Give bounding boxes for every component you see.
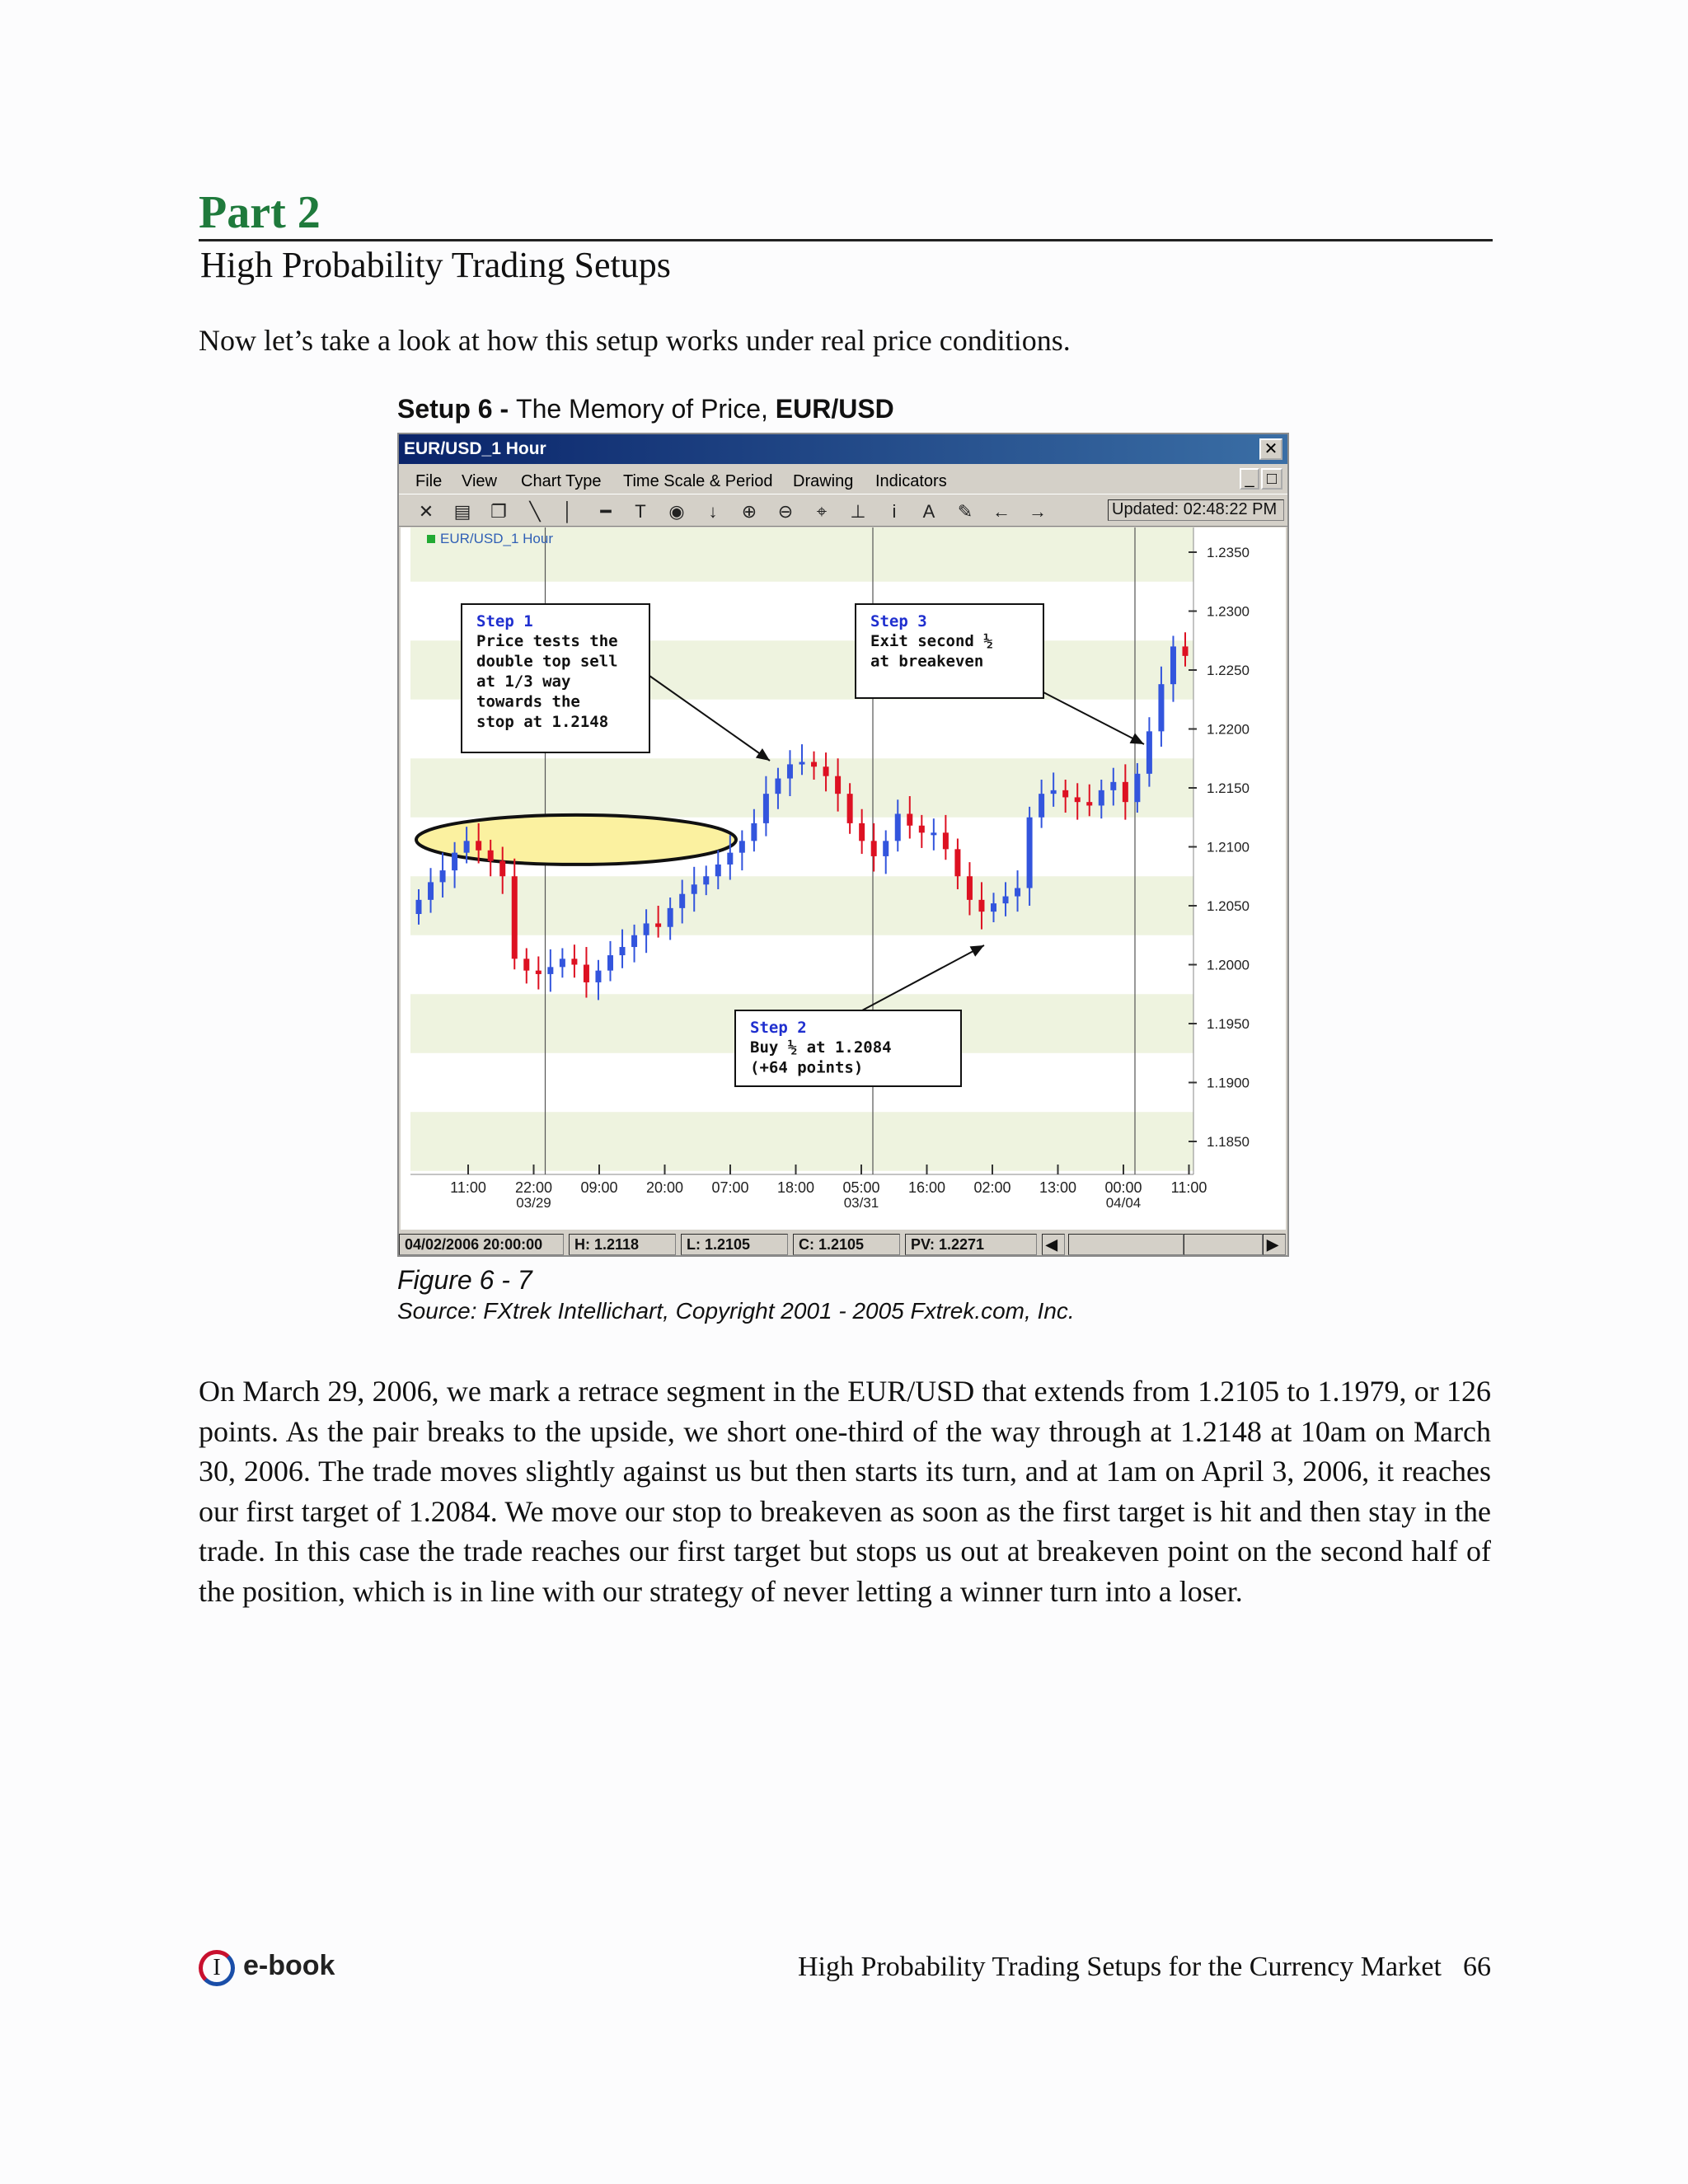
candle-body [440, 870, 446, 882]
figure-label: Figure 6 - 7 [397, 1265, 532, 1295]
legend [427, 531, 553, 546]
status-bar [399, 1232, 1287, 1257]
y-tick-label: 1.2050 [1207, 898, 1250, 914]
x-tick-label: 00:00 [1104, 1179, 1142, 1196]
candle-body [1170, 646, 1176, 684]
y-tick-label: 1.2300 [1207, 603, 1250, 620]
scrollbar-track[interactable] [1068, 1234, 1184, 1255]
candle-body [931, 832, 936, 835]
candle-body [703, 876, 709, 884]
part-title: Part 2 [199, 187, 321, 238]
updated-time: Updated: 02:48:22 PM [1108, 499, 1284, 521]
candle-body [1003, 897, 1009, 904]
y-tick-label: 1.1900 [1207, 1075, 1250, 1091]
candle-body [1110, 782, 1116, 790]
callout-line: stop at 1.2148 [476, 713, 609, 731]
candle-body [883, 841, 889, 856]
candle-body [1062, 790, 1068, 798]
candle-body [1015, 888, 1020, 897]
x-tick-label: 22:00 [514, 1179, 553, 1196]
down-arrow-icon[interactable]: ↓ [708, 501, 718, 522]
legend-swatch [427, 535, 435, 543]
scrollbar-thumb[interactable] [1184, 1234, 1263, 1255]
menu-bar [399, 464, 1287, 494]
body-paragraph: On March 29, 2006, we mark a retrace segment in the EUR/USD that extends from 1.2105 to 1.1979, or 126 points. As the pair breaks to the upside, we short one-third of the way through at 1.2148 at 10am on March 30, 2006. The trade moves slightly against us but then starts its turn, and at 1am on April 3, 2006, it reaches our first target of 1.2084. We move our stop to breakeven as soon as the first target is hit and then stay in the trade. In this case the trade reaches our first target but stops us out at breakeven point on the second half of the position, which is in line with our strategy of never letting a winner turn into a loser. [199, 1375, 1491, 1608]
status-low: L: 1.2105 [681, 1234, 788, 1255]
caption-title: The Memory of Price, [516, 394, 776, 424]
figure-caption [397, 394, 894, 424]
y-tick-label: 1.2000 [1207, 957, 1250, 973]
vertical-line-icon[interactable]: │ [562, 501, 574, 522]
callout-line: Price tests the [476, 632, 618, 650]
candle-body [464, 841, 470, 852]
y-tick-label: 1.1850 [1207, 1134, 1250, 1150]
toolbar [399, 494, 1287, 527]
minimize-icon[interactable]: _ [1240, 468, 1259, 490]
candle-body [1123, 782, 1128, 802]
candle-body [954, 849, 960, 876]
candle-body [823, 766, 829, 776]
y-tick-label: 1.2200 [1207, 721, 1250, 738]
x-tick-label: 05:00 [842, 1179, 880, 1196]
candle-body [692, 884, 697, 893]
retrace-highlight [416, 815, 736, 865]
page-number: 66 [1463, 1952, 1491, 1982]
maximize-icon[interactable]: □ [1261, 468, 1282, 490]
candle-body [859, 823, 865, 841]
candle-body [499, 861, 505, 877]
candle-body [871, 841, 877, 856]
status-high: H: 1.2118 [569, 1234, 676, 1255]
fit-icon[interactable]: ⌖ [816, 501, 828, 522]
candle-body [763, 794, 769, 823]
zoom-out-icon[interactable]: ⊖ [777, 501, 794, 522]
part-subtitle: High Probability Trading Setups [200, 245, 671, 285]
candle-body [919, 826, 925, 833]
status-pv: PV: 1.2271 [905, 1234, 1037, 1255]
candle-body [620, 947, 626, 955]
logo-icon: I [199, 1950, 235, 1986]
y-tick-label: 1.2350 [1207, 545, 1250, 560]
callout-line: towards the [476, 692, 580, 711]
x-tick-label: 11:00 [450, 1179, 486, 1196]
candle-body [547, 967, 553, 974]
scroll-right-button[interactable]: ▶ [1263, 1234, 1286, 1255]
intro-text: Now let’s take a look at how this setup works under real price conditions. [199, 324, 1071, 357]
scroll-left-button[interactable]: ◀ [1042, 1234, 1065, 1255]
x-tick-label: 11:00 [1170, 1179, 1207, 1196]
callout-title: Step 2 [750, 1019, 807, 1037]
header-rule [199, 239, 1493, 241]
print-icon[interactable]: ▤ [453, 501, 471, 522]
close-icon[interactable]: ✕ [1259, 438, 1282, 460]
y-tick-label: 1.2100 [1207, 839, 1250, 855]
menu-file[interactable]: File [415, 472, 443, 490]
candle-body [595, 971, 601, 982]
price-chart [401, 527, 1286, 1230]
candle-body [1075, 797, 1081, 802]
draw-icon[interactable]: ✎ [957, 501, 973, 522]
candle-body [847, 794, 853, 823]
info-icon[interactable]: i [892, 501, 897, 522]
status-datetime: 04/02/2006 20:00:00 [399, 1234, 564, 1255]
x-date-label: 04/04 [1105, 1195, 1142, 1211]
candle-body [1027, 818, 1033, 888]
caption-setup: Setup 6 - [397, 394, 517, 424]
candle-body [943, 832, 949, 849]
candle-body [452, 853, 457, 870]
horizontal-line-icon[interactable]: ━ [600, 501, 612, 522]
candle-body [523, 958, 529, 970]
footer-title: High Probability Trading Setups for the Currency Market [798, 1952, 1442, 1982]
right-arrow-icon[interactable]: → [1029, 501, 1047, 522]
x-tick-label: 18:00 [776, 1179, 815, 1196]
candle-body [668, 908, 673, 927]
callout-line: at 1/3 way [476, 673, 571, 691]
candle-body [560, 958, 565, 967]
chart-band [410, 876, 1193, 935]
candle-body [799, 762, 805, 765]
chart-band [410, 1112, 1193, 1171]
candle-body [1183, 646, 1189, 655]
figure-source: Source: FXtrek Intellichart, Copyright 2001 - 2005 Fxtrek.com, Inc. [397, 1298, 1075, 1324]
text-icon[interactable]: T [635, 501, 646, 522]
x-date-label: 03/29 [516, 1195, 551, 1211]
callout-line: double top sell [476, 652, 618, 671]
candle-body [679, 894, 685, 908]
candle-body [739, 841, 745, 852]
callout-line: at breakeven [870, 652, 984, 671]
callout-line: Buy ½ at 1.2084 [750, 1038, 892, 1057]
chart-window [397, 433, 1289, 1257]
x-tick-label: 20:00 [645, 1179, 684, 1196]
candle-body [631, 935, 637, 947]
candle-body [967, 876, 973, 900]
callout-line: (+64 points) [750, 1058, 864, 1077]
candle-body [978, 900, 984, 912]
candle-body [775, 779, 781, 794]
status-close: C: 1.2105 [793, 1234, 900, 1255]
y-tick-label: 1.1950 [1207, 1016, 1250, 1032]
candle-body [715, 865, 721, 876]
logo-text: e-book [243, 1950, 335, 1981]
candle-body [727, 853, 733, 865]
window-title: EUR/USD_1 Hour [404, 439, 546, 458]
candle-body [1146, 731, 1152, 773]
y-tick-label: 1.2150 [1207, 780, 1250, 796]
callout-line: Exit second ½ [870, 632, 993, 650]
candle-body [476, 841, 481, 850]
candle-body [571, 958, 577, 964]
window-titlebar [399, 434, 1287, 464]
caption-pair: EUR/USD [775, 394, 894, 424]
x-tick-label: 16:00 [907, 1179, 946, 1196]
anchor-icon[interactable]: ⊥ [850, 501, 866, 522]
callout-title: Step 1 [476, 612, 533, 630]
x-tick-label: 13:00 [1039, 1179, 1077, 1196]
x-date-label: 03/31 [843, 1195, 879, 1211]
left-arrow-icon[interactable]: ← [992, 501, 1010, 522]
candle-body [1158, 684, 1164, 731]
candle-body [811, 762, 817, 767]
candle-body [1134, 774, 1140, 802]
candle-body [1051, 790, 1057, 794]
menu-chart-type[interactable]: Chart Type [521, 472, 602, 490]
y-tick-label: 1.2250 [1207, 663, 1250, 678]
candle-body [1086, 802, 1092, 805]
candle-body [512, 876, 518, 958]
candle-body [991, 903, 996, 912]
candle-body [751, 823, 757, 841]
candle-body [1039, 794, 1044, 818]
callout-title: Step 3 [870, 612, 927, 630]
candle-body [488, 851, 494, 861]
x-tick-label: 02:00 [973, 1179, 1011, 1196]
menu-indicators[interactable]: Indicators [875, 472, 947, 490]
font-icon[interactable]: A [922, 501, 935, 522]
candle-body [895, 813, 901, 841]
zoom-in-icon[interactable]: ⊕ [741, 501, 757, 522]
candle-body [787, 764, 793, 778]
trendline-icon[interactable]: ╲ [529, 501, 541, 522]
target-icon[interactable]: ◉ [668, 501, 685, 522]
menu-view[interactable]: View [462, 472, 497, 490]
menu-drawing[interactable]: Drawing [793, 472, 854, 490]
candle-body [428, 882, 434, 899]
candle-body [655, 923, 661, 926]
candle-body [835, 776, 841, 794]
cursor-icon[interactable]: ✕ [418, 501, 434, 522]
candle-body [536, 971, 542, 974]
candle-body [416, 900, 422, 914]
candle-body [584, 965, 589, 982]
candle-body [607, 955, 613, 971]
x-tick-label: 07:00 [711, 1179, 749, 1196]
candle-body [907, 813, 912, 825]
menu-time-scale[interactable]: Time Scale & Period [623, 472, 773, 490]
candle-body [1099, 790, 1104, 806]
candle-body [644, 923, 649, 935]
copy-icon[interactable]: ❐ [490, 501, 507, 522]
x-tick-label: 09:00 [580, 1179, 618, 1196]
legend-label: EUR/USD_1 Hour [440, 531, 553, 546]
